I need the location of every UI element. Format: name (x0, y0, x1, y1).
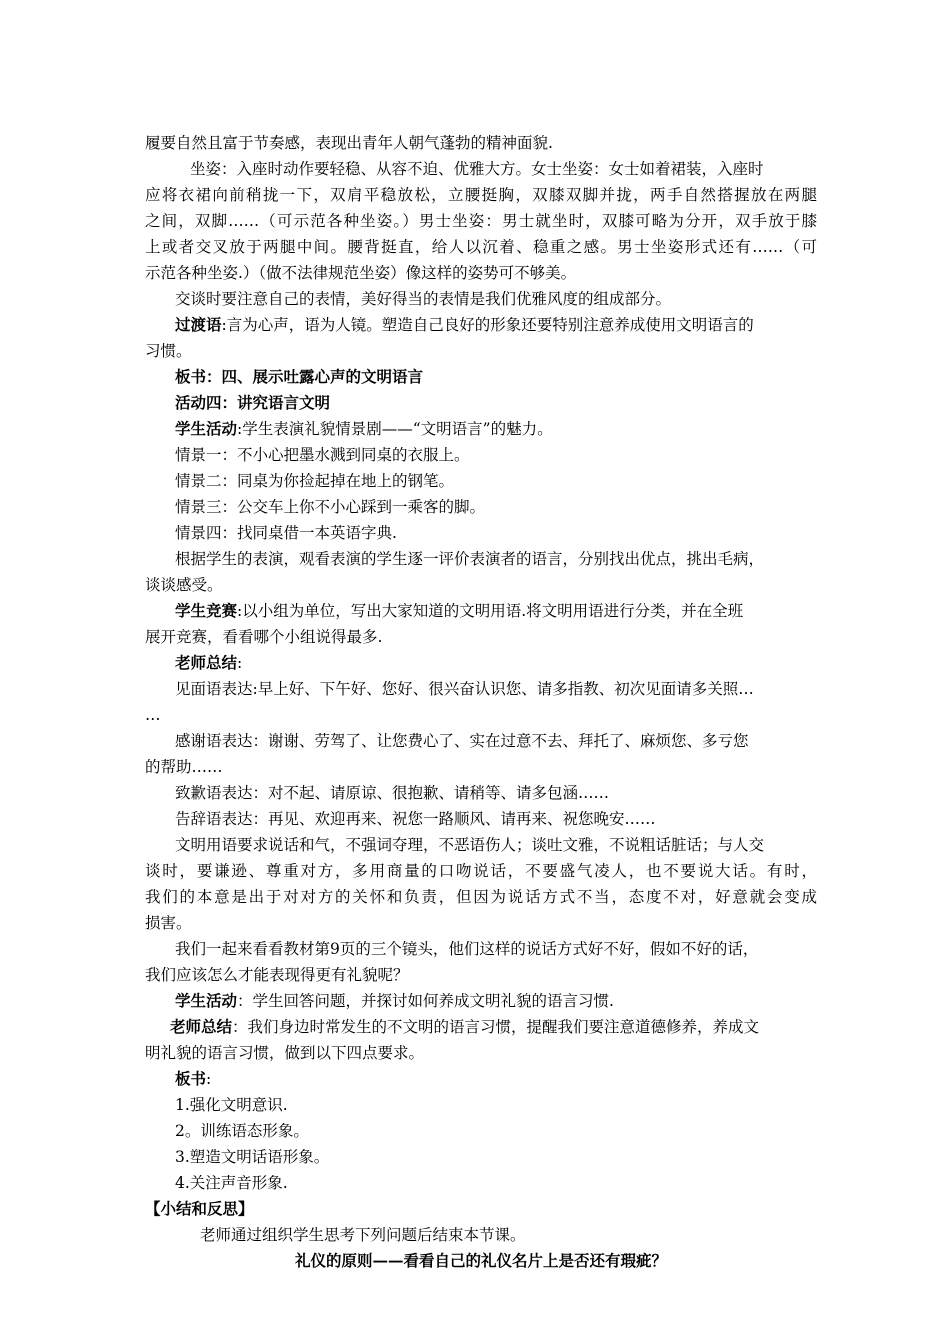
paragraph-line: 老师通过组织学生思考下列问题后结束本节课。 (200, 1226, 526, 1244)
list-item: 2。训练语态形象。 (175, 1122, 309, 1140)
label-teacher-summary: 老师总结 (175, 653, 238, 672)
label-student-activity-2: 学生活动 (175, 991, 238, 1010)
section-heading: 【小结和反思】 (145, 1199, 254, 1218)
paragraph-line: 习惯。 (145, 342, 192, 360)
paragraph-line: 示范各种坐姿.）（做不法律规范坐姿）像这样的姿势可不够美。 (145, 264, 577, 282)
paragraph-line: 感谢语表达：谢谢、劳驾了、让您费心了、实在过意不去、拜托了、麻烦您、多亏您 (175, 732, 749, 750)
paragraph-line: 板书: (175, 1069, 212, 1088)
paragraph-line: 应将衣裙向前稍拢一下，双肩平稳放松，立腰挺胸，双膝双脚并拢，两手自然搭握放在两腿 (145, 186, 817, 204)
paragraph-line: 坐姿：入座时动作要轻稳、从容不迫、优雅大方。女士坐姿：女士如着裙装，入座时 (190, 160, 764, 178)
list-item: 3.塑造文明话语形象。 (175, 1148, 330, 1166)
paragraph-line: 之间，双脚……（可示范各种坐姿。）男士坐姿：男士就坐时，双膝可略为分开，双手放于膝 (145, 212, 817, 230)
scene-item: 情景四：找同桌借一本英语字典. (175, 524, 397, 542)
paragraph-line: 展开竞赛，看看哪个小组说得最多. (145, 628, 383, 646)
paragraph-line: 履要自然且富于节奏感，表现出青年人朝气蓬勃的精神面貌. (145, 134, 553, 152)
paragraph-line: 根据学生的表演，观看表演的学生逐一评价表演者的语言，分别找出优点，挑出毛病， (175, 550, 765, 568)
label-student-contest: 学生竞赛 (175, 601, 238, 620)
scene-item: 情景三：公交车上你不小心踩到一乘客的脚。 (175, 498, 486, 516)
paragraph-line: 老师总结：我们身边时常发生的不文明的语言习惯，提醒我们要注意道德修养，养成文 (170, 1017, 760, 1036)
paragraph-line: 见面语表达:早上好、下午好、您好、很兴奋认识您、请多指教、初次见面请多关照… (175, 680, 754, 698)
paragraph-line: 致歉语表达：对不起、请原谅、很抱歉、请稍等、请多包涵…… (175, 784, 610, 802)
paragraph-line: 上或者交叉放于两腿中间。腰背挺直，给人以沉着、稳重之感。男士坐姿形式还有……（可 (145, 238, 817, 256)
paragraph-line: 损害。 (145, 914, 192, 932)
paragraph-line: 学生活动：学生回答问题，并探讨如何养成文明礼貌的语言习惯. (175, 991, 614, 1010)
paragraph-line: 我们的本意是出于对对方的关怀和负责，但因为说话方式不当，态度不对，好意就会变成 (145, 888, 817, 906)
closing-heading: 礼仪的原则——看看自己的礼仪名片上是否还有瑕疵？ (294, 1251, 667, 1270)
scene-item: 情景二：同桌为你捡起掉在地上的钢笔。 (175, 472, 455, 490)
label-board: 板书 (175, 1069, 207, 1088)
paragraph-line: 告辞语表达：再见、欢迎再来、祝您一路顺风、请再来、祝您晚安…… (175, 810, 656, 828)
paragraph-line: 老师总结: (175, 653, 243, 672)
board-heading: 板书：四、展示吐露心声的文明语言 (175, 367, 424, 386)
paragraph-line: 的帮助…… (145, 758, 223, 776)
paragraph-line: … (145, 706, 161, 724)
paragraph-line: 学生活动:学生表演礼貌情景剧——“文明语言”的魅力。 (175, 419, 553, 438)
list-item: 1.强化文明意识. (175, 1096, 288, 1114)
paragraph-line: 过渡语:言为心声，语为人镜。塑造自己良好的形象还要特别注意养成使用文明语言的 (175, 315, 754, 334)
list-item: 4.关注声音形象. (175, 1174, 288, 1192)
paragraph-line: 交谈时要注意自己的表情，美好得当的表情是我们优雅风度的组成部分。 (175, 290, 672, 308)
label-student-activity: 学生活动 (175, 419, 238, 438)
paragraph-line: 文明用语要求说话和气，不强词夺理，不恶语伤人；谈吐文雅，不说粗话脏话；与人交 (175, 836, 765, 854)
paragraph-line: 学生竞赛:以小组为单位，写出大家知道的文明用语.将文明用语进行分类，并在全班 (175, 601, 744, 620)
paragraph-line: 谈谈感受。 (145, 576, 223, 594)
paragraph-line: 我们一起来看看教材第9页的三个镜头，他们这样的说话方式好不好，假如不好的话， (175, 940, 759, 958)
paragraph-line: 谈时，要谦逊、尊重对方，多用商量的口吻说话，不要盛气凌人，也不要说大话。有时， (145, 862, 817, 880)
scene-item: 情景一：不小心把墨水溅到同桌的衣服上。 (175, 446, 470, 464)
paragraph-line: 我们应该怎么才能表现得更有礼貌呢？ (145, 966, 409, 984)
paragraph-line: 明礼貌的语言习惯，做到以下四点要求。 (145, 1044, 425, 1062)
label-transition: 过渡语 (175, 315, 222, 334)
label-teacher-summary-2: 老师总结 (170, 1017, 233, 1036)
activity-heading: 活动四：讲究语言文明 (175, 393, 331, 412)
